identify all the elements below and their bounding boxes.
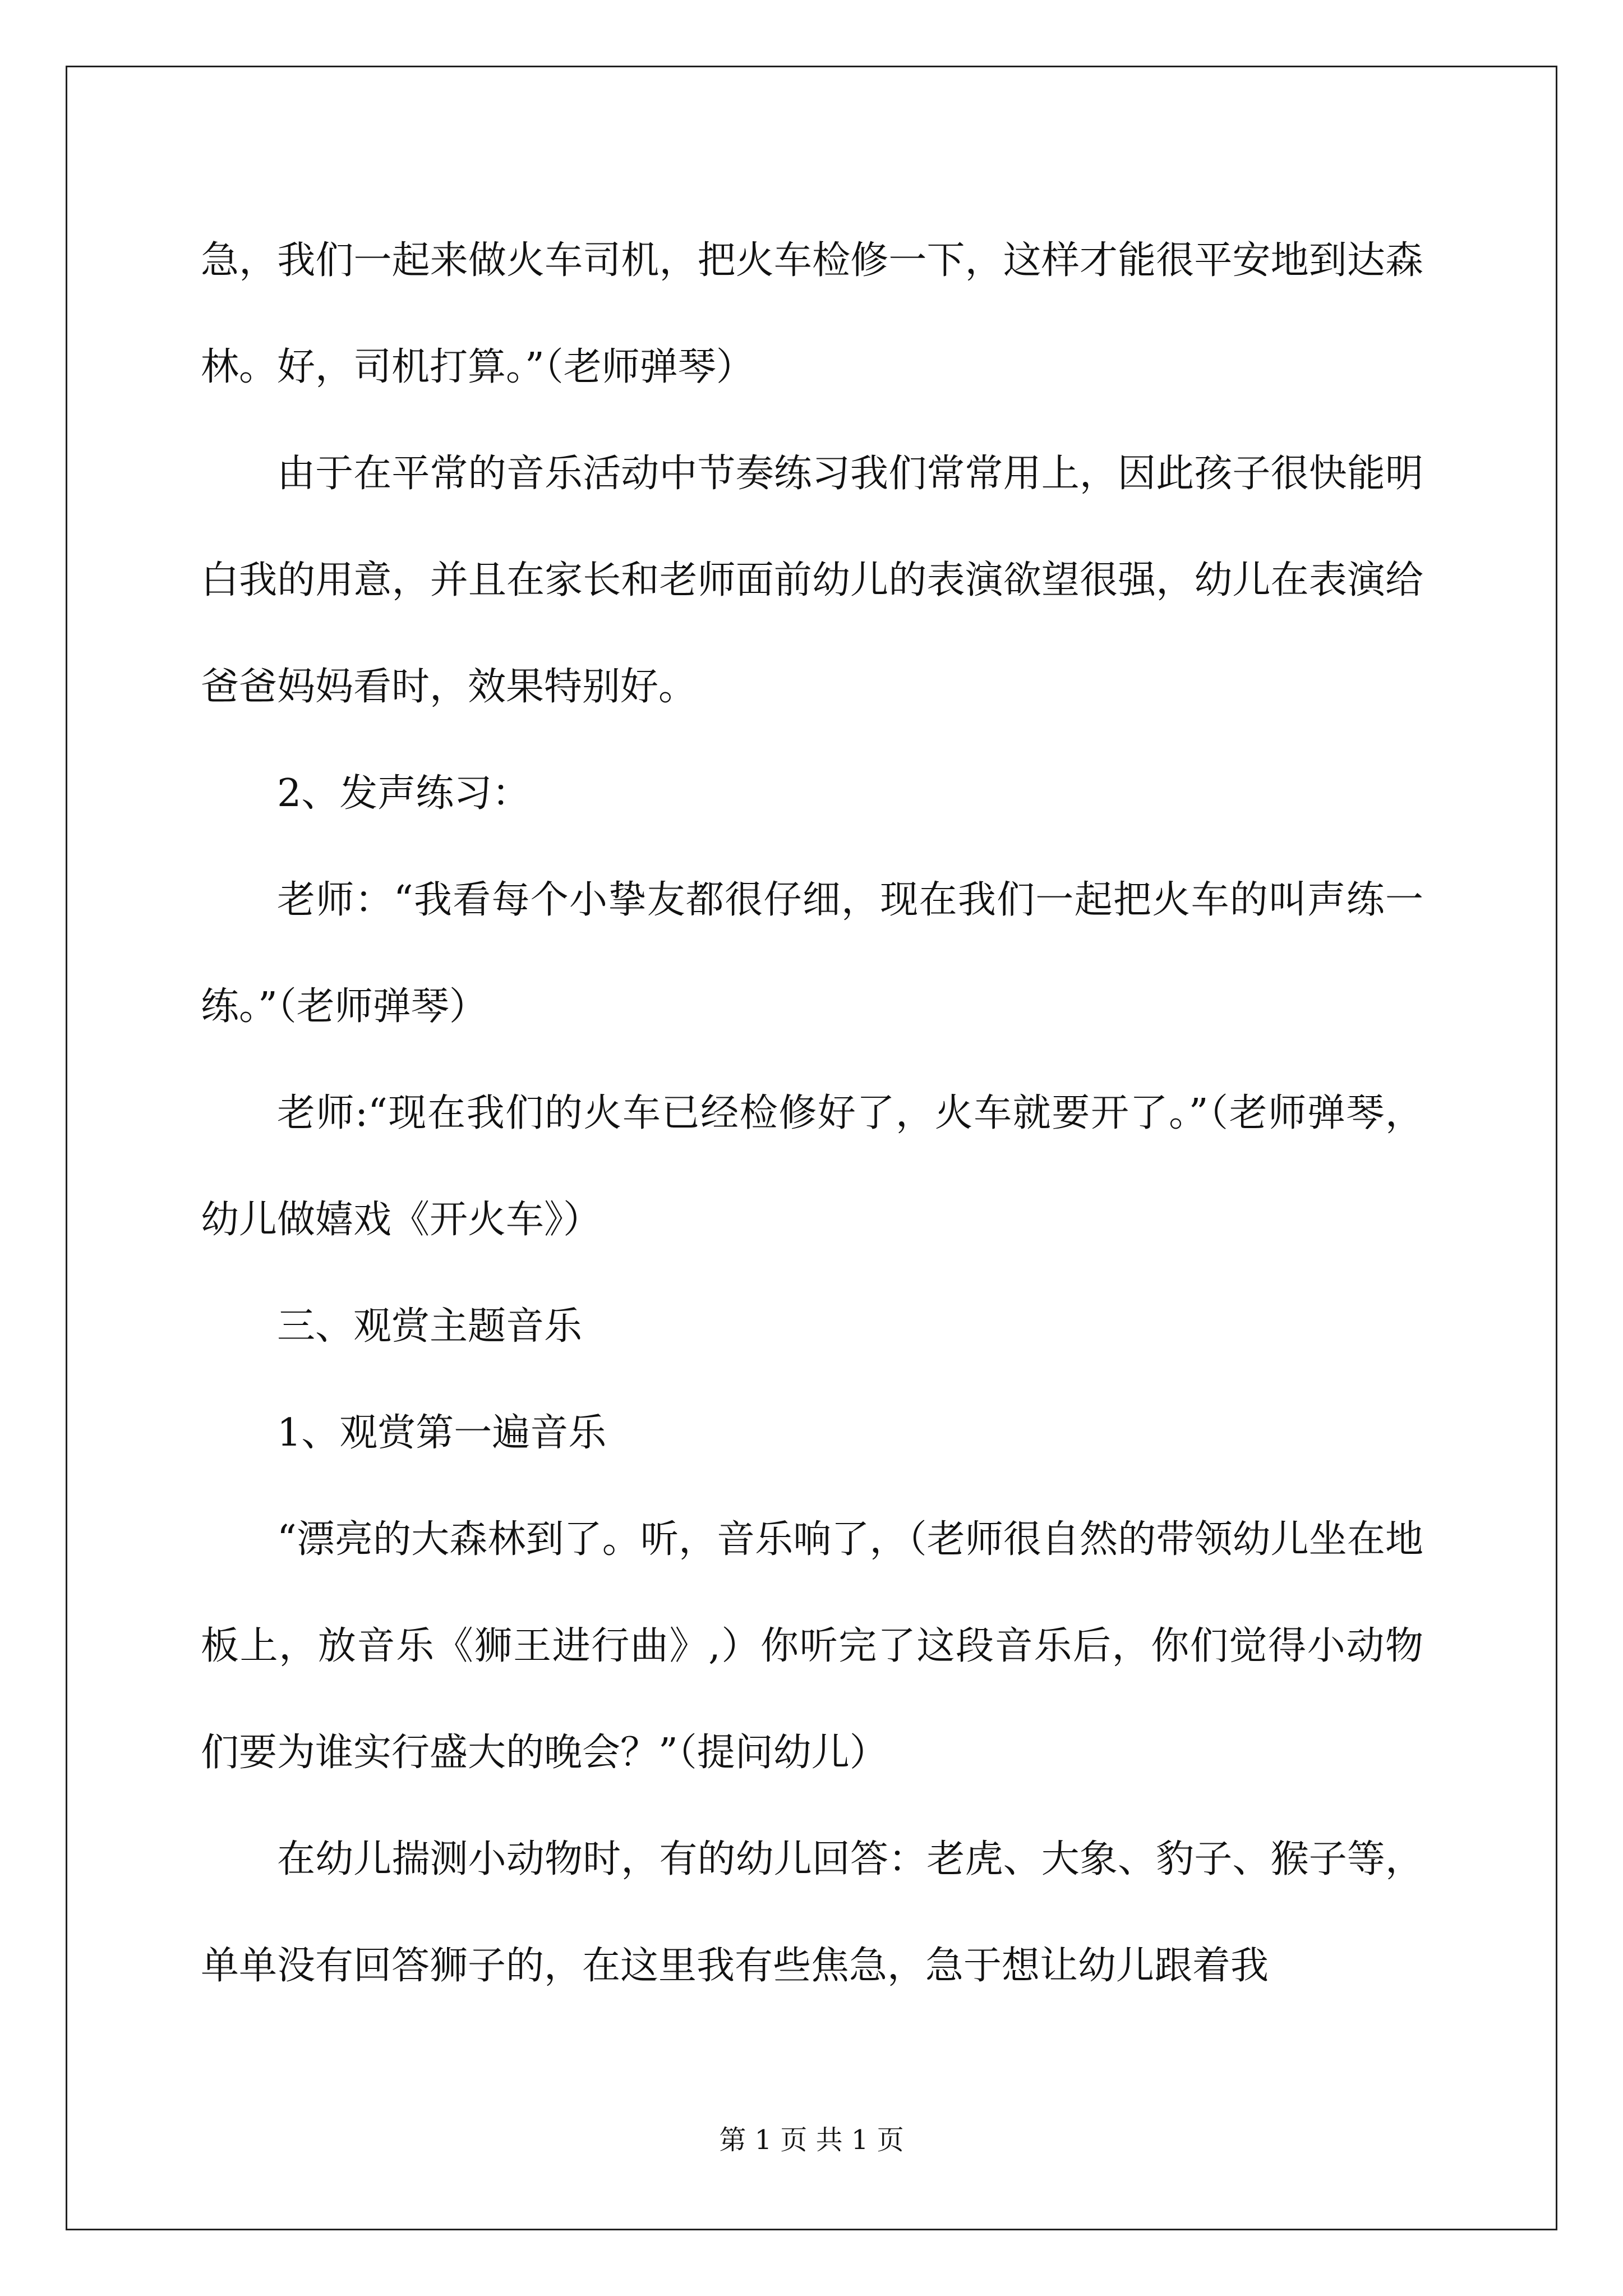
- paragraph-7: 1、观赏第一遍音乐: [277, 1411, 607, 1455]
- paragraph-3: 2、发声练习：: [277, 771, 531, 816]
- paragraph-9: 在幼儿揣测小动物时，有的幼儿回答：老虎、大象、豹子、猴子等，单单没有回答狮子的，在这里我有些焦急，急于想让幼儿跟着我: [201, 1837, 1423, 1988]
- page-footer: 第 1 页 共 1 页: [719, 2124, 904, 2156]
- paragraph-6: 三、观赏主题音乐: [277, 1304, 583, 1349]
- paragraph-4: 老师：“我看每个小挚友都很仔细，现在我们一起把火车的叫声练一练。”（老师弹琴）: [201, 878, 1423, 1029]
- paragraph-1: 急，我们一起来做火车司机，把火车检修一下，这样才能很平安地到达森林。好，司机打算。”（老师弹琴）: [201, 238, 1423, 389]
- paragraph-8: “漂亮的大森林到了。听，音乐响了，（老师很自然的带领幼儿坐在地板上，放音乐《狮王进行曲》,）你听完了这段音乐后，你们觉得小动物们要为谁实行盛大的晚会？”（提问幼儿）: [201, 1517, 1423, 1775]
- paragraph-2: 由于在平常的音乐活动中节奏练习我们常常用上，因此孩子很快能明白我的用意，并且在家长和老师面前幼儿的表演欲望很强，幼儿在表演给爸爸妈妈看时，效果特别好。: [201, 452, 1423, 709]
- document-body: [201, 208, 1423, 2019]
- paragraph-5: 老师:“现在我们的火车已经检修好了，火车就要开了。”（老师弹琴，幼儿做嬉戏《开火车》）: [201, 1091, 1423, 1242]
